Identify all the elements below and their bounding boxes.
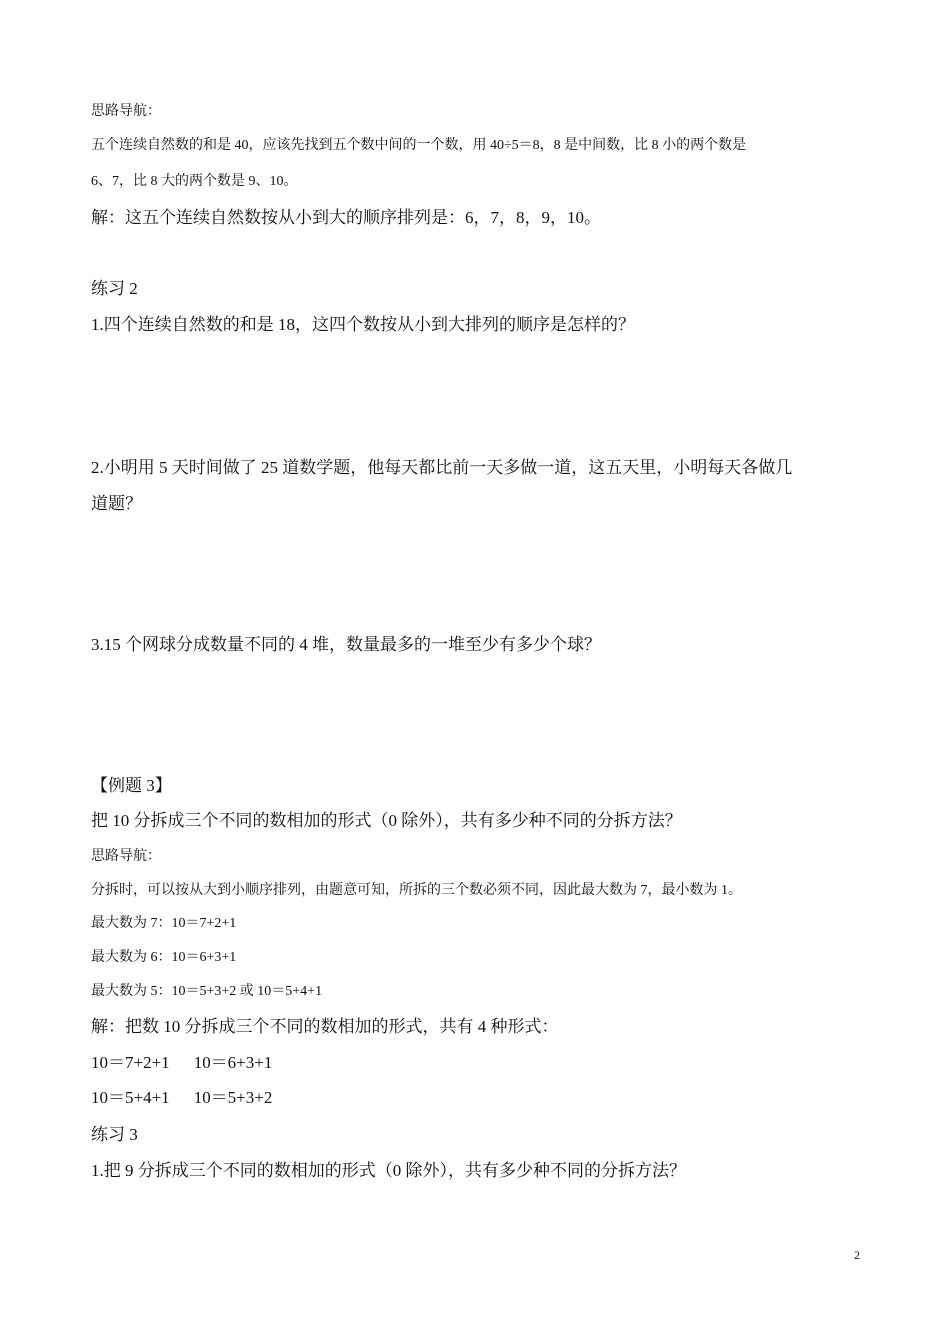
example3-title: 【例题 3】 <box>91 776 172 795</box>
practice3-question-1: 1.把 9 分拆成三个不同的数相加的形式（0 除外），共有多少种不同的分拆方法？ <box>91 1161 686 1180</box>
guide-line-2: 6、7，比 8 大的两个数是 9、10。 <box>91 174 298 189</box>
form-1: 10＝7+2+1 <box>91 1053 170 1072</box>
example3-forms-row-1 <box>91 1048 272 1073</box>
practice3-title: 练习 3 <box>91 1125 138 1144</box>
practice2-question-2-line2: 道题？ <box>91 494 142 513</box>
example3-forms-row-2 <box>91 1083 272 1108</box>
example3-answer: 解：把数 10 分拆成三个不同的数相加的形式，共有 4 种形式： <box>91 1017 559 1036</box>
guide-label: 思路导航： <box>91 104 161 119</box>
practice2-question-1: 1.四个连续自然数的和是 18，这四个数按从小到大排列的顺序是怎样的？ <box>91 315 635 334</box>
practice2-question-3: 3.15 个网球分成数量不同的 4 堆，数量最多的一堆至少有多少个球？ <box>91 635 601 654</box>
example3-guide-label: 思路导航： <box>91 849 161 864</box>
guide-line-1: 五个连续自然数的和是 40，应该先找到五个数中间的一个数，用 40÷5＝8，8 是中间数，比 8 小的两个数是 <box>91 138 747 153</box>
example3-case-6: 最大数为 6：10＝6+3+1 <box>91 950 237 965</box>
example3-case-5: 最大数为 5：10＝5+3+2 或 10＝5+4+1 <box>91 984 323 999</box>
practice2-title: 练习 2 <box>91 279 138 298</box>
example2-answer: 解：这五个连续自然数按从小到大的顺序排列是：6，7，8，9，10。 <box>91 208 601 227</box>
form-4: 10＝5+3+2 <box>193 1088 273 1107</box>
practice2-question-2-line1: 2.小明用 5 天时间做了 25 道数学题，他每天都比前一天多做一道，这五天里，小明每天各做几 <box>91 458 793 477</box>
example3-guide-text: 分拆时，可以按从大到小顺序排列，由题意可知，所拆的三个数必须不同，因此最大数为 7，最小数为 1。 <box>91 883 742 898</box>
form-2: 10＝6+3+1 <box>193 1053 273 1072</box>
form-3: 10＝5+4+1 <box>91 1088 170 1107</box>
example3-case-7: 最大数为 7：10＝7+2+1 <box>91 916 237 931</box>
page-number: 2 <box>854 1248 860 1262</box>
example3-question: 把 10 分拆成三个不同的数相加的形式（0 除外），共有多少种不同的分拆方法？ <box>91 811 682 830</box>
